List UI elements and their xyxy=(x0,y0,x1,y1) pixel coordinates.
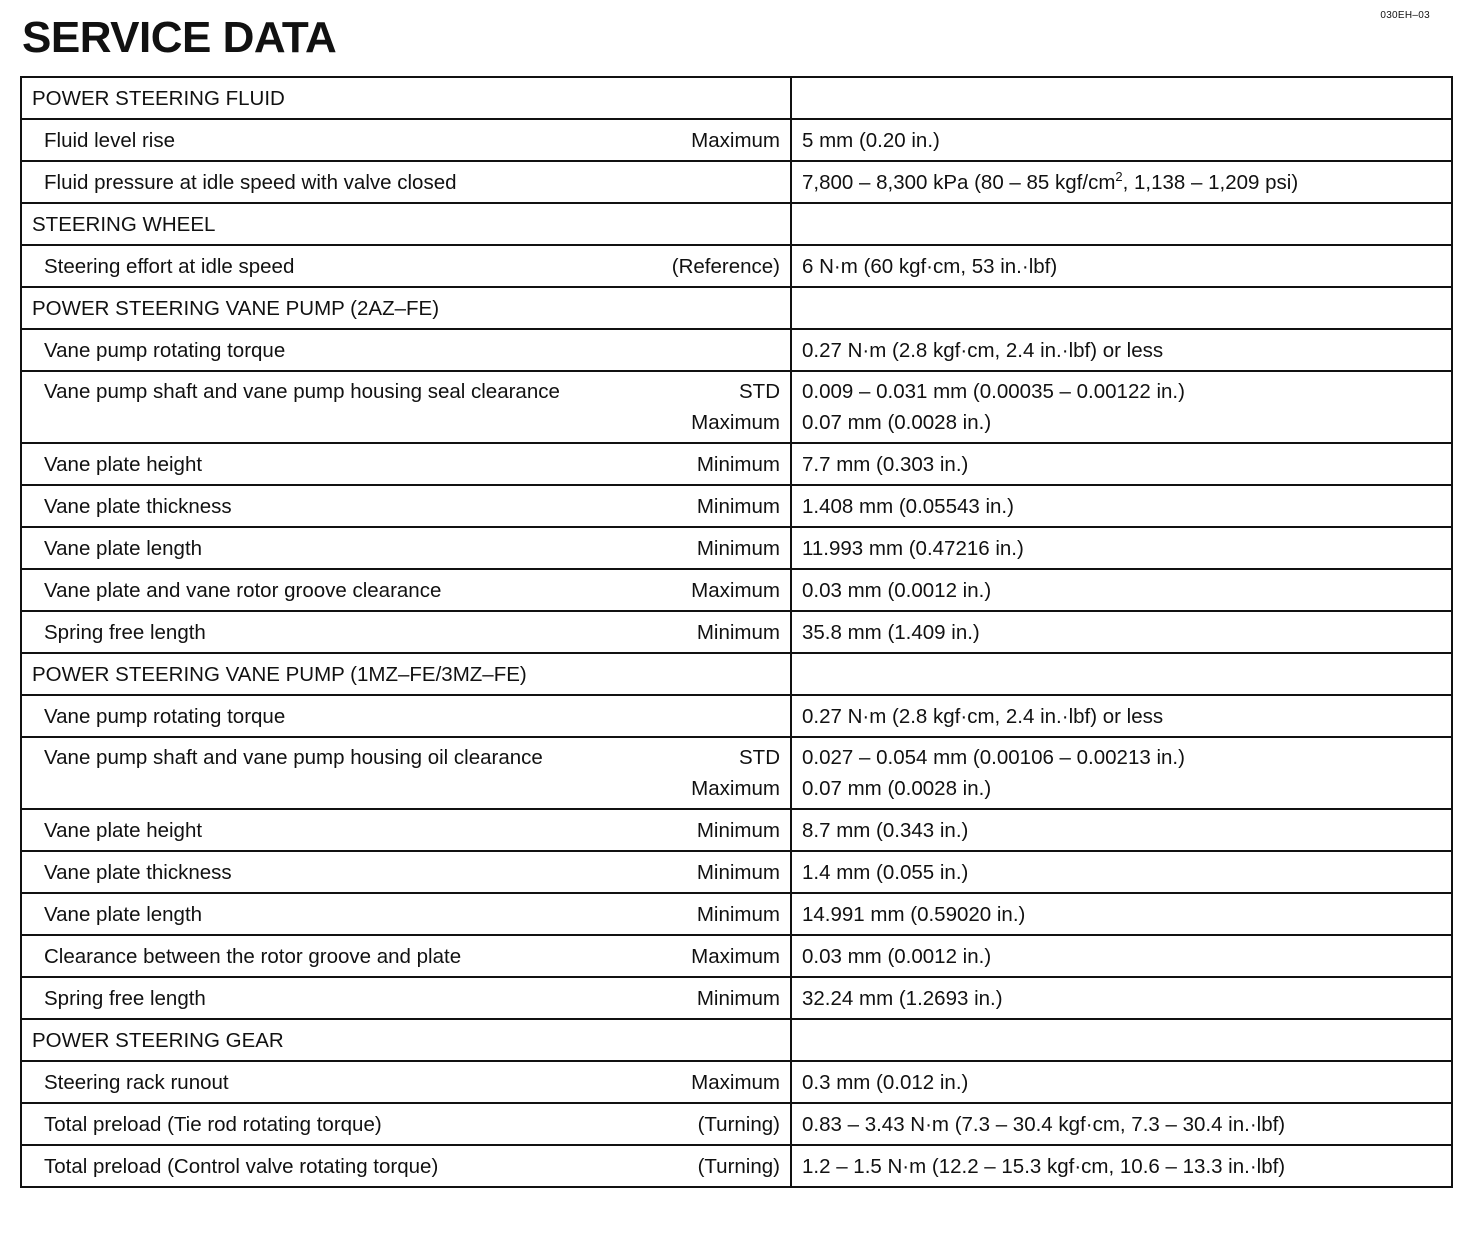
value-cell xyxy=(791,809,1452,851)
item-cell-content xyxy=(32,857,780,888)
spec-label-stack xyxy=(691,575,780,606)
value-cell xyxy=(791,695,1452,737)
value-cell xyxy=(791,527,1452,569)
spec-value: 0.83 – 3.43 N·m (7.3 – 30.4 kgf·cm, 7.3 – 30.4 in.·lbf) xyxy=(802,1112,1286,1136)
table-row xyxy=(21,485,1452,527)
section-row xyxy=(21,653,1452,695)
table-row xyxy=(21,695,1452,737)
section-heading: STEERING WHEEL xyxy=(21,203,791,245)
spec-label: Minimum xyxy=(696,902,780,926)
item-name: Total preload (Tie rod rotating torque) xyxy=(44,1112,382,1136)
item-cell xyxy=(21,527,791,569)
item-cell xyxy=(21,245,791,287)
table-row xyxy=(21,737,1452,809)
spec-label: Minimum xyxy=(696,818,780,842)
spec-value: 1.408 mm (0.05543 in.) xyxy=(802,494,1014,518)
value-stack xyxy=(802,533,1441,564)
item-name: Vane plate height xyxy=(44,452,203,476)
table-row xyxy=(21,935,1452,977)
section-row xyxy=(21,287,1452,329)
spec-value: 1.2 – 1.5 N·m (12.2 – 15.3 kgf·cm, 10.6 – 13.3 in.·lbf) xyxy=(802,1154,1286,1178)
spec-value: 14.991 mm (0.59020 in.) xyxy=(802,902,1026,926)
table-row xyxy=(21,977,1452,1019)
item-cell-content xyxy=(32,701,780,732)
item-name: Vane pump shaft and vane pump housing seal clearance xyxy=(44,380,560,403)
spec-value: 1.4 mm (0.055 in.) xyxy=(802,860,969,884)
value-stack xyxy=(802,251,1441,282)
spec-label-stack xyxy=(691,125,780,156)
value-stack xyxy=(802,1067,1441,1098)
item-cell xyxy=(21,695,791,737)
item-cell-content xyxy=(32,125,780,156)
value-cell xyxy=(791,977,1452,1019)
item-cell xyxy=(21,809,791,851)
value-cell xyxy=(791,329,1452,371)
item-cell-content xyxy=(32,1109,780,1140)
item-cell-content xyxy=(32,941,780,972)
spec-value: 8.7 mm (0.343 in.) xyxy=(802,818,969,842)
item-cell-content xyxy=(32,899,780,930)
table-row xyxy=(21,1061,1452,1103)
spec-label-stack xyxy=(698,1109,780,1140)
item-cell xyxy=(21,443,791,485)
spec-value: 11.993 mm (0.47216 in.) xyxy=(802,536,1024,560)
spec-label: (Turning) xyxy=(697,1154,780,1178)
item-name: Clearance between the rotor groove and plate xyxy=(44,944,462,968)
value-stack xyxy=(802,857,1441,888)
value-stack xyxy=(802,1151,1441,1182)
item-cell xyxy=(21,737,791,809)
value-stack xyxy=(802,167,1441,198)
item-cell xyxy=(21,977,791,1019)
spec-value: 32.24 mm (1.2693 in.) xyxy=(802,986,1003,1010)
value-stack xyxy=(802,815,1441,846)
item-name: Vane plate length xyxy=(44,536,203,560)
value-cell xyxy=(791,371,1452,443)
spec-label-stack xyxy=(697,491,780,522)
spec-label-stack xyxy=(691,742,780,804)
section-value-cell xyxy=(791,1019,1452,1061)
spec-value: 0.3 mm (0.012 in.) xyxy=(802,1070,969,1094)
item-cell xyxy=(21,119,791,161)
spec-value: 0.027 – 0.054 mm (0.00106 – 0.00213 in.) xyxy=(802,746,1185,769)
item-cell xyxy=(21,893,791,935)
table-row xyxy=(21,161,1452,203)
item-name: Vane plate and vane rotor groove clearance xyxy=(44,578,442,602)
spec-label: Minimum xyxy=(696,494,780,518)
spec-label: Maximum xyxy=(691,777,780,800)
item-cell-content xyxy=(32,617,780,648)
spec-value: 0.07 mm (0.0028 in.) xyxy=(802,411,992,434)
item-cell xyxy=(21,1103,791,1145)
section-heading: POWER STEERING FLUID xyxy=(21,77,791,119)
table-row xyxy=(21,245,1452,287)
section-row xyxy=(21,1019,1452,1061)
spec-value: 0.03 mm (0.0012 in.) xyxy=(802,578,992,602)
item-name: Fluid level rise xyxy=(44,128,176,152)
spec-label-stack xyxy=(697,617,780,648)
table-row xyxy=(21,119,1452,161)
item-cell-content xyxy=(32,1151,780,1182)
spec-value: 5 mm (0.20 in.) xyxy=(802,128,940,152)
table-row xyxy=(21,527,1452,569)
spec-label-stack xyxy=(697,899,780,930)
item-cell xyxy=(21,371,791,443)
value-stack xyxy=(802,376,1441,438)
value-cell xyxy=(791,737,1452,809)
section-heading: POWER STEERING GEAR xyxy=(21,1019,791,1061)
value-stack xyxy=(802,617,1441,648)
value-stack xyxy=(802,335,1441,366)
item-name: Vane pump rotating torque xyxy=(44,338,286,362)
item-cell-content xyxy=(32,533,780,564)
value-cell xyxy=(791,119,1452,161)
spec-label: Minimum xyxy=(696,986,780,1010)
spec-value: 0.07 mm (0.0028 in.) xyxy=(802,777,992,800)
spec-label: Maximum xyxy=(691,944,780,968)
table-row xyxy=(21,893,1452,935)
value-cell xyxy=(791,161,1452,203)
value-stack xyxy=(802,491,1441,522)
value-stack xyxy=(802,449,1441,480)
table-row xyxy=(21,1145,1452,1187)
item-cell-content xyxy=(32,815,780,846)
value-stack xyxy=(802,941,1441,972)
item-cell xyxy=(21,611,791,653)
item-cell xyxy=(21,1145,791,1187)
spec-label: Maximum xyxy=(691,411,780,434)
spec-label: Maximum xyxy=(691,128,780,152)
value-cell xyxy=(791,893,1452,935)
item-cell-content xyxy=(32,1067,780,1098)
item-name: Steering rack runout xyxy=(44,1070,229,1094)
spec-label-stack xyxy=(691,941,780,972)
item-cell xyxy=(21,161,791,203)
spec-label: Minimum xyxy=(696,536,780,560)
table-row xyxy=(21,371,1452,443)
item-cell-content xyxy=(32,449,780,480)
value-stack xyxy=(802,125,1441,156)
value-cell xyxy=(791,851,1452,893)
spec-label-stack xyxy=(698,1151,780,1182)
item-cell-content xyxy=(32,983,780,1014)
value-stack xyxy=(802,701,1441,732)
section-value-cell xyxy=(791,203,1452,245)
value-stack xyxy=(802,575,1441,606)
item-cell xyxy=(21,485,791,527)
value-cell xyxy=(791,569,1452,611)
spec-label-stack xyxy=(697,449,780,480)
section-row xyxy=(21,203,1452,245)
spec-label: (Reference) xyxy=(671,254,780,278)
item-name: Total preload (Control valve rotating torque) xyxy=(44,1154,439,1178)
spec-label: Maximum xyxy=(691,1070,780,1094)
spec-label: STD xyxy=(739,380,780,403)
table-row xyxy=(21,851,1452,893)
section-value-cell xyxy=(791,287,1452,329)
spec-label: Maximum xyxy=(691,578,780,602)
item-name: Vane plate height xyxy=(44,818,203,842)
service-data-table xyxy=(20,76,1453,1188)
value-stack xyxy=(802,983,1441,1014)
item-cell-content xyxy=(32,575,780,606)
page-title: SERVICE DATA xyxy=(22,13,337,62)
item-name: Fluid pressure at idle speed with valve closed xyxy=(44,170,457,194)
spec-value: 0.27 N·m (2.8 kgf·cm, 2.4 in.·lbf) or less xyxy=(802,704,1164,728)
value-stack xyxy=(802,742,1441,804)
section-heading: POWER STEERING VANE PUMP (1MZ–FE/3MZ–FE) xyxy=(21,653,791,695)
item-cell-content xyxy=(32,376,780,438)
value-cell xyxy=(791,1061,1452,1103)
spec-label-stack xyxy=(691,1067,780,1098)
item-name: Vane plate thickness xyxy=(44,494,232,518)
spec-value: 7.7 mm (0.303 in.) xyxy=(802,452,969,476)
item-cell-content xyxy=(32,491,780,522)
value-cell xyxy=(791,485,1452,527)
value-cell xyxy=(791,245,1452,287)
spec-value: 0.03 mm (0.0012 in.) xyxy=(802,944,992,968)
item-name: Steering effort at idle speed xyxy=(44,254,295,278)
spec-label-stack xyxy=(672,251,780,282)
item-name: Spring free length xyxy=(44,986,206,1010)
spec-label: STD xyxy=(739,746,780,769)
item-cell xyxy=(21,851,791,893)
item-cell-content xyxy=(32,167,780,198)
table-row xyxy=(21,1103,1452,1145)
item-cell-content xyxy=(32,251,780,282)
item-cell xyxy=(21,935,791,977)
spec-label-stack xyxy=(697,983,780,1014)
table-row xyxy=(21,569,1452,611)
spec-label: Minimum xyxy=(696,860,780,884)
section-value-cell xyxy=(791,653,1452,695)
value-stack xyxy=(802,1109,1441,1140)
item-cell xyxy=(21,569,791,611)
spec-value: 35.8 mm (1.409 in.) xyxy=(802,620,980,644)
item-name: Vane pump shaft and vane pump housing oil clearance xyxy=(44,746,543,769)
spec-label: Minimum xyxy=(696,620,780,644)
spec-value: 0.27 N·m (2.8 kgf·cm, 2.4 in.·lbf) or less xyxy=(802,338,1164,362)
section-value-cell xyxy=(791,77,1452,119)
spec-label-stack xyxy=(697,815,780,846)
table-row xyxy=(21,443,1452,485)
spec-label-stack xyxy=(697,533,780,564)
item-name: Vane plate length xyxy=(44,902,203,926)
item-name: Vane pump rotating torque xyxy=(44,704,286,728)
value-cell xyxy=(791,1103,1452,1145)
spec-value: 6 N·m (60 kgf·cm, 53 in.·lbf) xyxy=(802,254,1058,278)
document-code: 030EH–03 xyxy=(1380,10,1430,21)
value-cell xyxy=(791,611,1452,653)
value-stack xyxy=(802,899,1441,930)
spec-value: 0.009 – 0.031 mm (0.00035 – 0.00122 in.) xyxy=(802,380,1185,403)
section-row xyxy=(21,77,1452,119)
spec-label: (Turning) xyxy=(697,1112,780,1136)
value-cell xyxy=(791,443,1452,485)
item-cell-content xyxy=(32,335,780,366)
item-name: Vane plate thickness xyxy=(44,860,232,884)
value-cell xyxy=(791,935,1452,977)
item-name: Spring free length xyxy=(44,620,206,644)
table-row xyxy=(21,809,1452,851)
service-data-table-body xyxy=(21,77,1452,1187)
spec-value: 7,800 – 8,300 kPa (80 – 85 kgf/$cm^2$, 1,138 – 1,209 psi) xyxy=(802,168,1299,194)
item-cell xyxy=(21,329,791,371)
spec-label-stack xyxy=(691,376,780,438)
item-cell xyxy=(21,1061,791,1103)
spec-label-stack xyxy=(697,857,780,888)
item-cell-content xyxy=(32,742,780,804)
value-cell xyxy=(791,1145,1452,1187)
spec-label: Minimum xyxy=(696,452,780,476)
table-row xyxy=(21,611,1452,653)
section-heading: POWER STEERING VANE PUMP (2AZ–FE) xyxy=(21,287,791,329)
table-row xyxy=(21,329,1452,371)
